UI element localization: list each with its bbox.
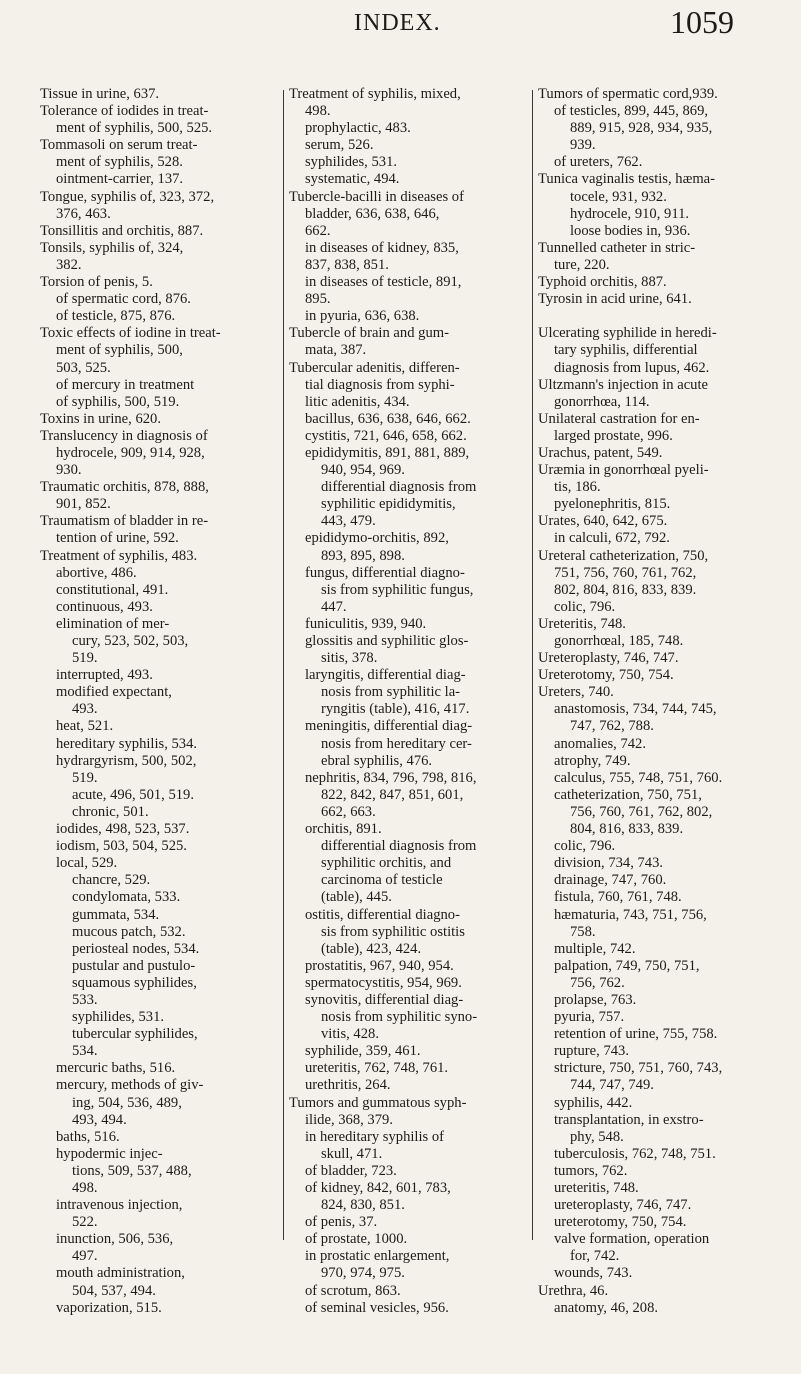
index-entry-line: 895. [305, 291, 331, 308]
index-entry-line: Tubercle-bacilli in diseases of [289, 188, 464, 205]
index-entry-line: gonorrhœal, 185, 748. [554, 633, 684, 649]
index-entry-line: 802, 804, 816, 833, 839. [554, 581, 697, 598]
index-entry-line: tial diagnosis from syphi- [305, 376, 455, 393]
index-entry-line: larged prostate, 996. [554, 427, 673, 444]
index-entry-line: 662. [305, 222, 331, 239]
index-entry-line: 824, 830, 851. [321, 1197, 405, 1214]
index-entry-line: in prostatic enlargement, [305, 1248, 450, 1265]
column-divider [283, 90, 284, 1240]
index-entry-line: in pyuria, 636, 638. [305, 308, 420, 325]
index-entry-line: of kidney, 842, 601, 783, [305, 1180, 451, 1196]
index-entry-line: 519. [72, 650, 98, 667]
index-entry-line: 662, 663. [321, 803, 376, 820]
index-entry-line: nosis from hereditary cer- [321, 735, 472, 752]
index-entry-line: fungus, differential diagno- [305, 564, 465, 581]
index-entry-line: 758. [570, 923, 596, 940]
index-entry-line: fistula, 760, 761, 748. [554, 889, 682, 906]
index-entry-line: ureteritis, 762, 748, 761. [305, 1060, 449, 1077]
column-divider [532, 90, 533, 1240]
index-entry-line: hydrocele, 910, 911. [570, 205, 690, 222]
index-entry-line: 930. [56, 462, 82, 479]
index-entry-line: multiple, 742. [554, 940, 636, 957]
index-entry-line: in diseases of kidney, 835, [305, 239, 459, 256]
index-entry-line: Ureters, 740. [538, 684, 614, 701]
index-entry-line: prostatitis, 967, 940, 954. [305, 957, 454, 974]
index-entry-line: Typhoid orchitis, 887. [538, 274, 667, 291]
index-entry-line: serum, 526. [305, 137, 374, 154]
index-entry-line: ureterotomy, 750, 754. [554, 1214, 687, 1231]
index-entry-line: 940, 954, 969. [321, 462, 405, 479]
index-entry-line: spermatocystitis, 954, 969. [305, 974, 462, 991]
index-entry-line: Translucency in diagnosis of [40, 427, 208, 444]
index-entry-line: 493, 494. [72, 1111, 127, 1128]
index-entry-line: differential diagnosis from [321, 479, 477, 496]
index-entry-line: Tonsillitis and orchitis, 887. [40, 222, 204, 239]
index-entry-line: anastomosis, 734, 744, 745, [554, 701, 717, 718]
index-entry-line: 493. [72, 701, 98, 718]
index-entry-line: Treatment of syphilis, mixed, [289, 86, 461, 102]
index-entry-line: 498. [305, 103, 331, 120]
index-entry-line: valve formation, operation [554, 1231, 710, 1248]
index-entry-line: ment of syphilis, 528. [56, 154, 183, 171]
index-entry-line: ureteroplasty, 746, 747. [554, 1197, 692, 1214]
index-entry-line: ryngitis (table), 416, 417. [321, 701, 470, 718]
index-entry-line: Ultzmann's injection in acute [538, 376, 709, 393]
index-entry-line: wounds, 743. [554, 1265, 633, 1282]
index-entry-line: constitutional, 491. [56, 581, 169, 598]
index-entry-line: 533. [72, 991, 98, 1008]
index-entry-line: syphilitic orchitis, and [321, 855, 452, 872]
index-entry-line: tumors, 762. [554, 1162, 628, 1179]
index-entry-line: Ulcerating syphilide in heredi- [538, 325, 717, 342]
index-entry-line: chancre, 529. [72, 872, 151, 889]
index-entry-line: chronic, 501. [72, 803, 149, 820]
index-entry-line: ment of syphilis, 500, 525. [56, 120, 213, 137]
index-entry-line: for, 742. [570, 1248, 620, 1265]
index-entry-line: syphilitic epididymitis, [321, 496, 456, 513]
index-entry-line: retention of urine, 755, 758. [554, 1026, 718, 1043]
index-entry-line: ostitis, differential diagno- [305, 906, 460, 923]
index-entry-line: transplantation, in exstro- [554, 1111, 704, 1128]
index-entry-line: (table), 423, 424. [321, 940, 422, 957]
index-entry-line: abortive, 486. [56, 564, 137, 581]
index-entry-line: 497. [72, 1248, 98, 1265]
index-entry-line: Tumors of spermatic cord,939. [538, 86, 718, 102]
index-entry-line: 498. [72, 1180, 98, 1196]
index-entry-line: vaporization, 515. [56, 1299, 162, 1316]
index-entry-line: Tubercle of brain and gum- [289, 325, 449, 342]
index-entry-line: 804, 816, 833, 839. [570, 821, 684, 838]
index-entry-line: of penis, 37. [305, 1214, 378, 1231]
index-entry-line: sitis, 378. [321, 650, 378, 667]
index-entry-line: palpation, 749, 750, 751, [554, 957, 700, 974]
index-entry-line: Tongue, syphilis of, 323, 372, [40, 188, 215, 205]
index-entry-line: local, 529. [56, 855, 118, 872]
index-entry-line: loose bodies in, 936. [570, 222, 691, 239]
index-entry-line: inunction, 506, 536, [56, 1231, 174, 1248]
index-entry-line: anomalies, 742. [554, 735, 647, 752]
index-entry-line: tary syphilis, differential [554, 342, 698, 359]
index-entry-line: ointment-carrier, 137. [56, 171, 184, 188]
index-entry-line: Tolerance of iodides in treat- [40, 103, 209, 120]
index-entry-line: of seminal vesicles, 956. [305, 1299, 449, 1316]
running-header [0, 0, 801, 50]
index-entry-line: of testicle, 875, 876. [56, 308, 176, 325]
index-entry-line: urethritis, 264. [305, 1077, 391, 1094]
index-entry-line: ing, 504, 536, 489, [72, 1094, 182, 1111]
index-entry-line: ebral syphilis, 476. [321, 752, 433, 769]
index-entry-line: of prostate, 1000. [305, 1231, 408, 1248]
index-entry-line: prolapse, 763. [554, 991, 637, 1008]
index-entry-line: 376, 463. [56, 205, 111, 222]
index-entry-line: sis from syphilitic ostitis [321, 923, 465, 940]
index-entry-line: mucous patch, 532. [72, 923, 186, 940]
index-entry-line: Ureteroplasty, 746, 747. [538, 650, 679, 667]
index-entry-line: phy, 548. [570, 1128, 624, 1145]
index-entry-line: syphilis, 442. [554, 1094, 633, 1111]
index-entry-line: 901, 852. [56, 496, 111, 513]
index-entry-line: nosis from syphilitic la- [321, 684, 461, 701]
index-entry-line: drainage, 747, 760. [554, 872, 667, 889]
index-entry-line: periosteal nodes, 534. [72, 940, 200, 957]
index-entry-line: tubercular syphilides, [72, 1026, 198, 1043]
index-entry-line: of scrotum, 863. [305, 1282, 401, 1299]
index-entry-line: continuous, 493. [56, 598, 153, 615]
index-entry-line: mercury, methods of giv- [56, 1077, 204, 1094]
index-entry-line: pyuria, 757. [554, 1009, 625, 1026]
index-entry-line: Ureteritis, 748. [538, 615, 626, 632]
index-entry-line: orchitis, 891. [305, 821, 382, 838]
index-entry-line: 382. [56, 256, 82, 273]
index-entry-line: pustular and pustulo- [72, 957, 196, 974]
index-entry-line: mouth administration, [56, 1265, 185, 1282]
index-entry-line: of spermatic cord, 876. [56, 291, 191, 308]
index-entry-line: epididymo-orchitis, 892, [305, 530, 449, 547]
index-entry-line: baths, 516. [56, 1128, 120, 1145]
index-entry-line: 751, 756, 760, 761, 762, [554, 564, 697, 581]
index-entry-line: hypodermic injec- [56, 1145, 163, 1162]
index-entry-line: Tonsils, syphilis of, 324, [40, 239, 184, 256]
index-entry-line: tention of urine, 592. [56, 530, 179, 547]
index-entry-line: Toxic effects of iodine in treat- [40, 325, 221, 342]
index-entry-line: Uræmia in gonorrhœal pyeli- [538, 462, 709, 479]
index-entry-line: ilide, 368, 379. [305, 1111, 393, 1128]
index-entry-line: tocele, 931, 932. [570, 188, 667, 205]
index-entry-line: in hereditary syphilis of [305, 1128, 445, 1145]
index-entry-line: Traumatism of bladder in re- [40, 513, 209, 530]
index-entry-line: rupture, 743. [554, 1043, 629, 1060]
index-entry-line: ureteritis, 748. [554, 1180, 639, 1196]
index-entry-line: bladder, 636, 638, 646, [305, 205, 440, 222]
index-entry-line: catheterization, 750, 751, [554, 786, 702, 803]
index-entry-line: ment of syphilis, 500, [56, 342, 183, 359]
index-entry-line: nephritis, 834, 796, 798, 816, [305, 769, 477, 786]
header-title: INDEX. [354, 10, 441, 36]
index-entry-line: division, 734, 743. [554, 855, 664, 872]
index-entry-line: of testicles, 899, 445, 869, [554, 103, 709, 120]
index-entry-line: 443, 479. [321, 513, 376, 530]
index-entry-line: prophylactic, 483. [305, 120, 411, 137]
index-entry-line: bacillus, 636, 638, 646, 662. [305, 410, 471, 427]
index-entry-line: 519. [72, 769, 98, 786]
index-entry-line: litic adenitis, 434. [305, 393, 410, 410]
index-entry-line: of mercury in treatment [56, 376, 195, 393]
page-number: 1059 [670, 4, 734, 40]
index-entry-line: Tunica vaginalis testis, hæma- [538, 171, 716, 188]
index-entry-line: Tumors and gummatous syph- [289, 1094, 467, 1111]
index-entry-line: of ureters, 762. [554, 154, 643, 171]
index-entry-line: modified expectant, [56, 684, 172, 701]
index-entry-line: iodides, 498, 523, 537. [56, 821, 190, 838]
index-entry-line: pyelonephritis, 815. [554, 496, 671, 513]
index-entry-line: of syphilis, 500, 519. [56, 393, 180, 410]
index-entry-line: diagnosis from lupus, 462. [554, 359, 710, 376]
index-entry-line: colic, 796. [554, 598, 616, 615]
index-entry-line: 756, 760, 761, 762, 802, [570, 803, 713, 820]
index-entry-line: 970, 974, 975. [321, 1265, 405, 1282]
index-entry-line: Urates, 640, 642, 675. [538, 513, 668, 530]
index-entry-line: 822, 842, 847, 851, 601, [321, 786, 464, 803]
index-entry-line: 747, 762, 788. [570, 718, 654, 735]
index-entry-line: vitis, 428. [321, 1026, 379, 1043]
index-entry-line: Urethra, 46. [538, 1282, 609, 1299]
index-entry-line: colic, 796. [554, 838, 616, 855]
index-entry-line: nosis from syphilitic syno- [321, 1009, 478, 1026]
index-entry-line: Urachus, patent, 549. [538, 444, 663, 461]
index-entry-line: hæmaturia, 743, 751, 756, [554, 906, 707, 923]
index-entry-line: cystitis, 721, 646, 658, 662. [305, 427, 467, 444]
index-column-3 [538, 86, 778, 1317]
index-entry-line: stricture, 750, 751, 760, 743, [554, 1060, 723, 1077]
index-entry-line: syphilide, 359, 461. [305, 1043, 421, 1060]
index-entry-line: tis, 186. [554, 479, 601, 496]
index-column-1 [40, 86, 280, 1317]
index-entry-line: mata, 387. [305, 342, 367, 359]
index-entry-line: in diseases of testicle, 891, [305, 274, 462, 291]
index-entry-line: Ureterotomy, 750, 754. [538, 667, 674, 684]
index-entry-line: meningitis, differential diag- [305, 718, 473, 735]
index-entry-line: laryngitis, differential diag- [305, 667, 466, 684]
index-entry-line: Tyrosin in acid urine, 641. [538, 291, 692, 308]
index-entry-line: 534. [72, 1043, 98, 1060]
index-entry-line: epididymitis, 891, 881, 889, [305, 444, 470, 461]
index-entry-line: hydrocele, 909, 914, 928, [56, 444, 205, 461]
index-entry-line: Tommasoli on serum treat- [40, 137, 198, 154]
index-entry-line: hydrargyrism, 500, 502, [56, 752, 197, 769]
index-entry-line: atrophy, 749. [554, 752, 631, 769]
index-entry-line: 522. [72, 1214, 98, 1231]
index-entry-line: Ureteral catheterization, 750, [538, 547, 709, 564]
index-entry-line: Tissue in urine, 637. [40, 86, 160, 102]
index-entry-line: tuberculosis, 762, 748, 751. [554, 1145, 716, 1162]
index-entry-line: gonorrhœa, 114. [554, 393, 650, 410]
index-entry-line: Traumatic orchitis, 878, 888, [40, 479, 209, 496]
index-entry-line: hereditary syphilis, 534. [56, 735, 198, 752]
index-entry-line: squamous syphilides, [72, 974, 197, 991]
index-entry-line: 756, 762. [570, 974, 625, 991]
index-entry-line: syphilides, 531. [72, 1009, 165, 1026]
index-entry-line: Tubercular adenitis, differen- [289, 359, 460, 376]
index-entry-line: (table), 445. [321, 889, 392, 906]
index-entry-line: Toxins in urine, 620. [40, 410, 161, 427]
index-entry-line: 889, 915, 928, 934, 935, [570, 120, 713, 137]
index-entry-line: systematic, 494. [305, 171, 400, 188]
index-entry-line [538, 308, 778, 325]
index-entry-line: 837, 838, 851. [305, 256, 389, 273]
index-entry-line: gummata, 534. [72, 906, 160, 923]
index-entry-line: tions, 509, 537, 488, [72, 1162, 192, 1179]
index-entry-line: anatomy, 46, 208. [554, 1299, 659, 1316]
index-entry-line: Unilateral castration for en- [538, 410, 700, 427]
index-entry-line: 504, 537, 494. [72, 1282, 156, 1299]
index-entry-line: calculus, 755, 748, 751, 760. [554, 769, 723, 786]
index-entry-line: Tunnelled catheter in stric- [538, 239, 696, 256]
index-entry-line: in calculi, 672, 792. [554, 530, 670, 547]
index-entry-line: 744, 747, 749. [570, 1077, 654, 1094]
index-entry-line: elimination of mer- [56, 615, 170, 632]
index-entry-line: 893, 895, 898. [321, 547, 405, 564]
index-entry-line: intravenous injection, [56, 1197, 183, 1214]
index-column-2 [289, 86, 529, 1317]
index-entry-line: carcinoma of testicle [321, 872, 443, 889]
index-entry-line: 939. [570, 137, 596, 154]
index-entry-line: synovitis, differential diag- [305, 991, 464, 1008]
index-entry-line: skull, 471. [321, 1145, 383, 1162]
index-entry-line: Torsion of penis, 5. [40, 274, 153, 291]
index-entry-line: glossitis and syphilitic glos- [305, 633, 469, 649]
index-entry-line: Treatment of syphilis, 483. [40, 547, 198, 564]
index-entry-line: condylomata, 533. [72, 889, 181, 906]
index-entry-line: differential diagnosis from [321, 838, 477, 855]
index-entry-line: syphilides, 531. [305, 154, 398, 171]
index-entry-line: mercuric baths, 516. [56, 1060, 176, 1077]
index-entry-line: of bladder, 723. [305, 1162, 397, 1179]
index-entry-line: cury, 523, 502, 503, [72, 633, 189, 649]
index-entry-line: interrupted, 493. [56, 667, 153, 684]
index-entry-line: heat, 521. [56, 718, 114, 735]
index-entry-line: sis from syphilitic fungus, [321, 581, 474, 598]
index-entry-line: 447. [321, 598, 347, 615]
index-entry-line: iodism, 503, 504, 525. [56, 838, 187, 855]
index-entry-line: acute, 496, 501, 519. [72, 786, 194, 803]
index-entry-line: 503, 525. [56, 359, 111, 376]
index-entry-line: funiculitis, 939, 940. [305, 615, 427, 632]
index-entry-line: ture, 220. [554, 256, 610, 273]
